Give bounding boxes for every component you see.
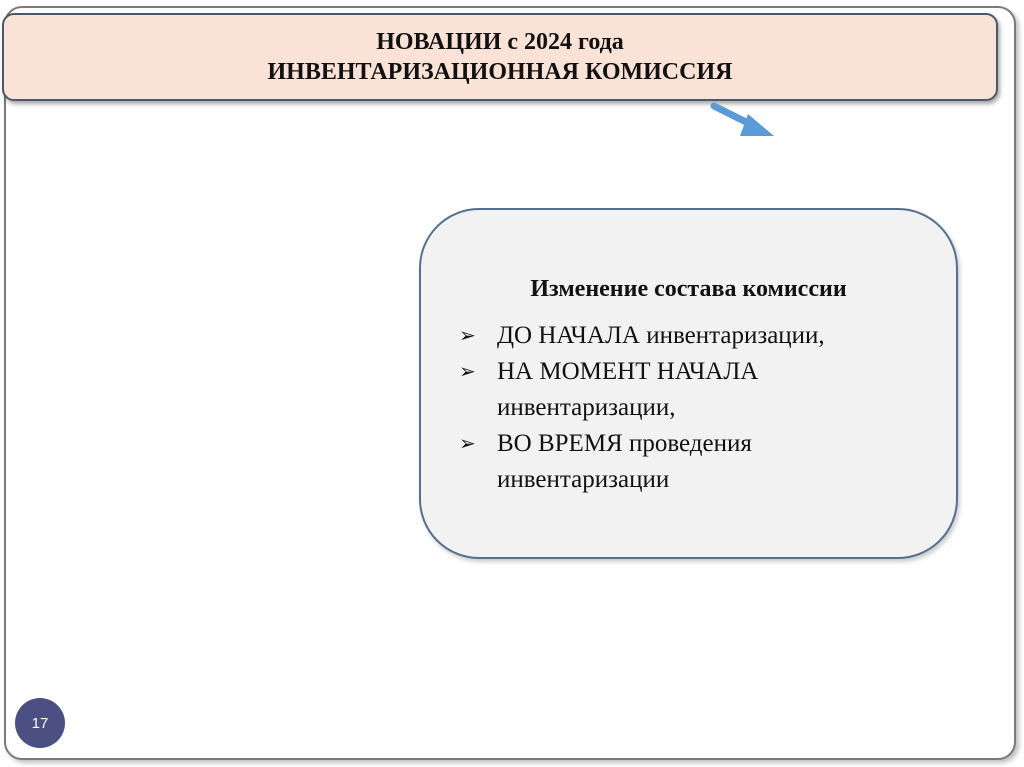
title-banner [2, 13, 998, 101]
bullet-list [459, 318, 825, 498]
title-line-2: ИНВЕНТАРИЗАЦИОННАЯ КОМИССИЯ [267, 59, 733, 85]
page-number-badge: 17 [15, 698, 65, 748]
list-item [459, 354, 825, 426]
arrowhead-bullet-icon: ➢ [459, 433, 476, 455]
list-item [459, 318, 825, 354]
arrow-down-right-icon [708, 100, 778, 142]
list-item [459, 426, 825, 498]
content-heading: Изменение состава комиссии [530, 276, 847, 302]
list-item-text: ВО ВРЕМЯ проведения инвентаризации [497, 430, 752, 493]
list-item-text: ДО НАЧАЛА инвентаризации, [497, 322, 825, 349]
arrowhead-bullet-icon: ➢ [459, 325, 476, 347]
list-item-text: НА МОМЕНТ НАЧАЛА инвентаризации, [497, 358, 759, 421]
arrowhead-bullet-icon: ➢ [459, 361, 476, 383]
title-line-1: НОВАЦИИ с 2024 года [376, 29, 624, 55]
content-panel [419, 208, 958, 559]
